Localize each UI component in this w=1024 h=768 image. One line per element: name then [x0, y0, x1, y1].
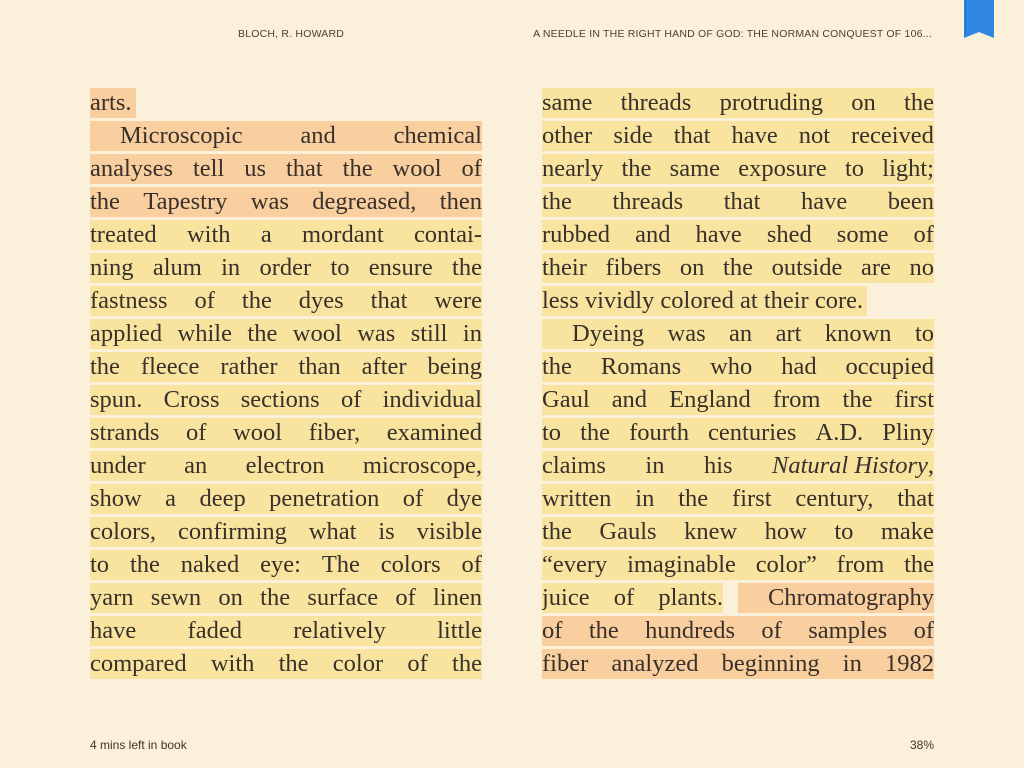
- word: dye: [446, 485, 482, 512]
- word: with: [186, 221, 231, 248]
- word: applied: [90, 320, 163, 347]
- word: who: [710, 353, 753, 380]
- word: than: [298, 353, 341, 380]
- word: imaginable: [627, 551, 736, 578]
- word: ning: [90, 254, 134, 281]
- word: England: [669, 386, 751, 413]
- word: the: [278, 650, 309, 677]
- word: side: [613, 122, 653, 149]
- word: show: [90, 485, 142, 512]
- text-line[interactable]: [90, 418, 482, 448]
- time-left-label: 4 mins left in book: [90, 738, 187, 752]
- word: of: [194, 287, 215, 314]
- word: the: [129, 551, 160, 578]
- word: of: [395, 584, 416, 611]
- word: known: [824, 320, 892, 347]
- word: not: [798, 122, 830, 149]
- word: of: [613, 584, 635, 611]
- text-line[interactable]: [90, 517, 482, 547]
- word: of: [186, 419, 207, 446]
- word: on: [218, 584, 243, 611]
- word: rather: [220, 353, 278, 380]
- word: still: [410, 320, 448, 347]
- word: fiber: [542, 650, 589, 677]
- word: first: [732, 485, 772, 512]
- word: the: [542, 353, 572, 380]
- word: a: [260, 221, 272, 248]
- word: A.D.: [815, 419, 864, 446]
- word: confirming: [177, 518, 287, 545]
- word: the: [542, 518, 572, 545]
- word: in: [635, 485, 655, 512]
- text-line[interactable]: [542, 451, 934, 481]
- word: analyzed: [611, 650, 699, 677]
- word: fibers: [605, 254, 662, 281]
- highlighted-passage[interactable]: [542, 583, 723, 613]
- word: been: [887, 188, 934, 215]
- highlighted-passage[interactable]: [738, 583, 934, 613]
- word: the: [452, 650, 482, 677]
- text-line[interactable]: [90, 187, 482, 217]
- word: color: [332, 650, 384, 677]
- word: alum: [152, 254, 202, 281]
- word: of: [461, 551, 482, 578]
- word: the: [452, 254, 482, 281]
- word: arts.: [90, 89, 132, 116]
- word: same: [669, 155, 720, 182]
- word: electron: [245, 452, 325, 479]
- word: of: [913, 221, 934, 248]
- word: shed: [766, 221, 812, 248]
- word: the: [678, 485, 709, 512]
- word: make: [880, 518, 934, 545]
- word: juice: [542, 584, 590, 611]
- word: century,: [795, 485, 874, 512]
- word: some: [836, 221, 889, 248]
- word: wool: [292, 320, 342, 347]
- text-line[interactable]: [542, 88, 934, 118]
- word: colors,: [90, 518, 156, 545]
- text-line[interactable]: [90, 352, 482, 382]
- word: Dyeing: [572, 320, 645, 347]
- word: 1982: [885, 650, 934, 677]
- text-line[interactable]: [542, 484, 934, 514]
- word: dyes: [298, 287, 344, 314]
- word: on: [851, 89, 876, 116]
- word: relatively: [293, 617, 386, 644]
- word: and: [611, 386, 648, 413]
- text-line[interactable]: [542, 253, 934, 283]
- word: spun.: [90, 386, 143, 413]
- word: to: [914, 320, 934, 347]
- word: fleece: [140, 353, 200, 380]
- word: to: [542, 419, 562, 446]
- word: color”: [755, 551, 817, 578]
- word: the: [588, 617, 619, 644]
- word: to: [834, 518, 854, 545]
- text-line[interactable]: [542, 286, 867, 316]
- book-author: BLOCH, R. HOWARD: [238, 28, 345, 40]
- word: light;: [882, 155, 934, 182]
- word: that: [723, 188, 761, 215]
- word: is: [378, 518, 395, 545]
- word: on: [679, 254, 705, 281]
- word: centuries: [708, 419, 797, 446]
- word: of: [402, 485, 424, 512]
- word: individual: [382, 386, 482, 413]
- word: under: [90, 452, 146, 479]
- text-line[interactable]: [542, 649, 934, 679]
- word: are: [860, 254, 891, 281]
- word: the: [342, 155, 373, 182]
- word: art: [775, 320, 802, 347]
- text-line[interactable]: [90, 484, 482, 514]
- word: was: [250, 188, 289, 215]
- book-title: A NEEDLE IN THE RIGHT HAND OF GOD: THE NORMAN CONQUEST OF 106...: [533, 28, 932, 40]
- text-line[interactable]: [90, 583, 482, 613]
- word: fastness: [90, 287, 168, 314]
- text-line[interactable]: [542, 352, 934, 382]
- word: nearly: [542, 155, 604, 182]
- right-page-text: [542, 88, 934, 682]
- word: have: [800, 188, 848, 215]
- text-line[interactable]: [90, 253, 482, 283]
- word: claims: [542, 452, 606, 479]
- word: mordant: [301, 221, 384, 248]
- word: chemical: [393, 122, 482, 149]
- word: compared: [90, 650, 187, 677]
- word: to: [330, 254, 350, 281]
- word: his: [703, 452, 733, 479]
- word: samples: [808, 617, 888, 644]
- word: and: [300, 122, 336, 149]
- word: examined: [386, 419, 482, 446]
- word: plants.: [658, 584, 723, 611]
- word: Cross: [163, 386, 220, 413]
- word: the: [90, 353, 120, 380]
- word: same: [542, 89, 593, 116]
- word: threads: [620, 89, 692, 116]
- text-line[interactable]: [90, 121, 482, 151]
- word: hundreds: [645, 617, 735, 644]
- word: microscope,: [362, 452, 482, 479]
- bookmark-ribbon-icon[interactable]: [964, 0, 994, 40]
- word: that: [897, 485, 934, 512]
- word: analyses: [90, 155, 173, 182]
- word: a: [165, 485, 177, 512]
- word: the: [842, 386, 873, 413]
- word: ensure: [368, 254, 433, 281]
- word: rubbed: [542, 221, 611, 248]
- word: had: [781, 353, 817, 380]
- word: have: [90, 617, 137, 644]
- word: Gauls: [599, 518, 657, 545]
- word: and: [635, 221, 671, 248]
- word: that: [370, 287, 408, 314]
- word: from: [772, 386, 821, 413]
- word: of: [340, 386, 362, 413]
- word: little: [437, 617, 482, 644]
- word: the: [580, 419, 611, 446]
- word: after: [361, 353, 407, 380]
- word: contai-: [413, 221, 482, 248]
- word: wool: [233, 419, 283, 446]
- word: then: [439, 188, 482, 215]
- word: was: [357, 320, 396, 347]
- text-line[interactable]: [542, 121, 934, 151]
- word: beginning: [721, 650, 820, 677]
- word: tell: [192, 155, 225, 182]
- word: have: [731, 122, 778, 149]
- text-line[interactable]: [542, 154, 934, 184]
- word: fiber,: [308, 419, 361, 446]
- word: the: [723, 254, 753, 281]
- word: Microscopic: [120, 122, 243, 149]
- word: knew: [684, 518, 738, 545]
- word: exposure: [738, 155, 827, 182]
- word: to: [844, 155, 865, 182]
- word: treated: [90, 221, 157, 248]
- word: us: [244, 155, 266, 182]
- text-line[interactable]: [90, 220, 482, 250]
- word: with: [210, 650, 255, 677]
- word: linen: [433, 584, 482, 611]
- word: Gaul: [542, 386, 590, 413]
- word: Natural History,: [771, 452, 934, 479]
- word: protruding: [719, 89, 824, 116]
- word: from: [836, 551, 885, 578]
- word: was: [667, 320, 706, 347]
- word: in: [462, 320, 482, 347]
- word: of: [542, 617, 563, 644]
- word: that: [285, 155, 323, 182]
- word: that: [673, 122, 711, 149]
- word: threads: [612, 188, 684, 215]
- text-line[interactable]: [542, 319, 934, 349]
- word: the: [241, 287, 272, 314]
- word: the: [90, 188, 120, 215]
- reading-progress: 38%: [909, 738, 934, 752]
- word: surface: [307, 584, 379, 611]
- word: Chromatography: [767, 584, 934, 611]
- word: of: [461, 155, 482, 182]
- text-line[interactable]: [542, 418, 934, 448]
- text-line[interactable]: [90, 286, 482, 316]
- word: the: [904, 89, 934, 116]
- word: no: [909, 254, 934, 281]
- word: in: [645, 452, 665, 479]
- text-line[interactable]: [90, 319, 482, 349]
- word: occupied: [845, 353, 934, 380]
- word: the: [247, 320, 278, 347]
- word: visible: [416, 518, 482, 545]
- word: in: [842, 650, 862, 677]
- word: yarn: [90, 584, 134, 611]
- text-line[interactable]: [90, 154, 482, 184]
- word: were: [434, 287, 482, 314]
- word: penetration: [269, 485, 380, 512]
- word: wool: [392, 155, 442, 182]
- word: what: [308, 518, 357, 545]
- word: an: [184, 452, 208, 479]
- word: strands: [90, 419, 160, 446]
- word: outside: [771, 254, 843, 281]
- word: naked: [180, 551, 240, 578]
- word: the: [621, 155, 652, 182]
- word: colors: [380, 551, 441, 578]
- word: being: [427, 353, 482, 380]
- word: Tapestry: [143, 188, 228, 215]
- text-line[interactable]: [90, 649, 482, 679]
- word: less vividly colored at their core.: [542, 287, 864, 314]
- word: while: [177, 320, 232, 347]
- word: the: [542, 188, 572, 215]
- word: the: [904, 551, 934, 578]
- word: of: [407, 650, 428, 677]
- word: eye:: [260, 551, 301, 578]
- text-line[interactable]: [542, 517, 934, 547]
- text-line[interactable]: [542, 583, 934, 613]
- text-line[interactable]: [90, 385, 482, 415]
- word: have: [695, 221, 742, 248]
- word: to: [90, 551, 110, 578]
- word: sewn: [150, 584, 202, 611]
- word: degreased,: [312, 188, 417, 215]
- word: fourth: [629, 419, 689, 446]
- word: of: [913, 617, 934, 644]
- word: order: [259, 254, 312, 281]
- word: sections: [240, 386, 320, 413]
- text-line[interactable]: [542, 616, 934, 646]
- word: Pliny: [882, 419, 934, 446]
- word: an: [729, 320, 753, 347]
- text-line[interactable]: [90, 616, 482, 646]
- text-line[interactable]: [90, 550, 482, 580]
- word: their: [542, 254, 587, 281]
- word: the: [260, 584, 291, 611]
- word: deep: [199, 485, 246, 512]
- text-line[interactable]: [90, 88, 136, 118]
- text-line[interactable]: [90, 451, 482, 481]
- word: how: [764, 518, 807, 545]
- word: written: [542, 485, 612, 512]
- word: “every: [542, 551, 608, 578]
- word: Romans: [600, 353, 682, 380]
- word: first: [894, 386, 934, 413]
- text-line[interactable]: [542, 220, 934, 250]
- text-line[interactable]: [542, 550, 934, 580]
- word: faded: [187, 617, 242, 644]
- text-line[interactable]: [542, 385, 934, 415]
- word: of: [761, 617, 782, 644]
- text-line[interactable]: [542, 187, 934, 217]
- word: The: [321, 551, 360, 578]
- left-page-text: [90, 88, 482, 682]
- word: other: [542, 122, 593, 149]
- word: received: [850, 122, 934, 149]
- word: in: [221, 254, 241, 281]
